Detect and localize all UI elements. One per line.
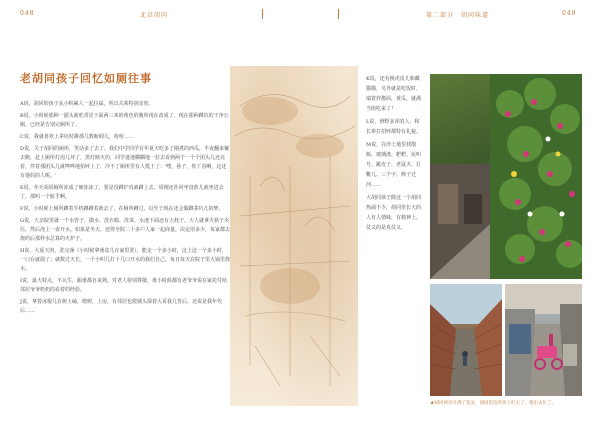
brick-alley-photo — [430, 284, 502, 396]
flower-alley-photo — [430, 74, 582, 279]
article-body-right — [366, 74, 422, 236]
header-divider-right — [338, 9, 339, 19]
article-body-left — [20, 100, 230, 319]
paragraph: 大胡同孩子除这一个胡同热闹不少，胡同里长大的人有人情味，有精神上，仗义的是真仗义。 — [366, 195, 422, 231]
paragraph: B说，小时候那种一溜头就吃香见下面两三米的黄色的腹所现在改成了，现在那种蹲坑的干净公厕，已经是告别完厕所了。 — [20, 113, 229, 128]
paragraph: M说，在沙土地里找散瓶、玻璃渣、粑粑、玩叫号、跳皮子、老鼠夫、打靴儿、三个字、棒子过河…… — [366, 142, 422, 188]
hutong-sketch-illustration — [230, 66, 358, 406]
right-page-number: 049 — [562, 10, 577, 17]
paragraph: A说，胡同的孩子从小积累人一起拉屎，所以关系特别亲密。 — [20, 101, 154, 107]
paragraph: G说，大杂院里就一个水管子，做水、洗衣服、洗菜，水池下面还有大耗子。大人就拿火筷子夹住，然后浇上一壶开水。如果是冬天，还得全院二十多户人家一起商量，决定用多少，每家都去烧的后那样水总算的火炉子。 — [20, 218, 231, 242]
photo-caption: ★胡同两旁开满了花朵，胡同里边的孩子们大了，要东去忙了。 — [430, 401, 556, 406]
left-page-number: 048 — [20, 10, 35, 17]
paragraph: C说，我就喜欢上茅坑时蹲那几数蚯蚓儿，哈哈…… — [20, 134, 134, 140]
tricycle-alley-photo — [505, 284, 582, 396]
paragraph: L说，滑野多浑的人，和长辈打招呼都特有礼貌。 — [366, 119, 422, 135]
right-running-section: 第二部分 胡同味道 — [426, 12, 490, 19]
header-divider-left — [262, 9, 263, 19]
article-title: 老胡同孩子回忆如厕往事 — [20, 72, 152, 85]
paragraph: E说，冬天胡同厕所冻成了硬冻冰了，要是没蹲护真就蹲上去。周刚还扑同坐没准儿就坐进去了，那叫一个脏乎啊。 — [20, 185, 224, 200]
paragraph: H说，大夏天的，洗完澡（小时候拿澡盆儿在家里洗），能走一个多小时，这上这一个多小时，一口在就溜了；就数过天长，一个小叫儿打十几口开水的我们自己，每日每天在院子里大锅里烧水。 — [20, 248, 231, 272]
paragraph: F说，小时候上厕所蹲着手机蹲蹲着就去了，在厕所蹲过，以至于现在还会做蹲茅坑儿的梦。 — [20, 206, 224, 212]
left-running-title: 北京胡同 — [140, 12, 169, 19]
paragraph: D说，关于胡同的厕所，笑话多了去了。我们中学同学有年夏天吃多了刚煮的西瓜，半夜翻来覆去跑，赶上厕所灯泡儿坏了，黑灯瞎火的，同学迷迷糊糊地一拉去看到两个一个个团头儿还亮着，伴着那团头儿就哗哗地拍呼上了，冷不丁厕所里有人慌上了：'嘿，孙子，你丫看啊，这还有他妈的人呢。' — [20, 146, 230, 179]
paragraph: K说，还有换虎皮儿和藏猫猫，另外就是吃饭时，端着炸酱面，黄瓜，就满当街吃来了！ — [366, 76, 422, 112]
paragraph: J说，拿着冰棍儿在树上磕，爬树，上房，有邻居也爬墙头探着大哥我儿背后，还说是我年代后…… — [20, 299, 223, 314]
paragraph: I说，最大特点，不认生，跟谁都自来熟，对老人特别尊敬，谁小时候都有老爷爷说在家托付给邻居爷爷奶奶的看着的经验。 — [20, 278, 227, 293]
